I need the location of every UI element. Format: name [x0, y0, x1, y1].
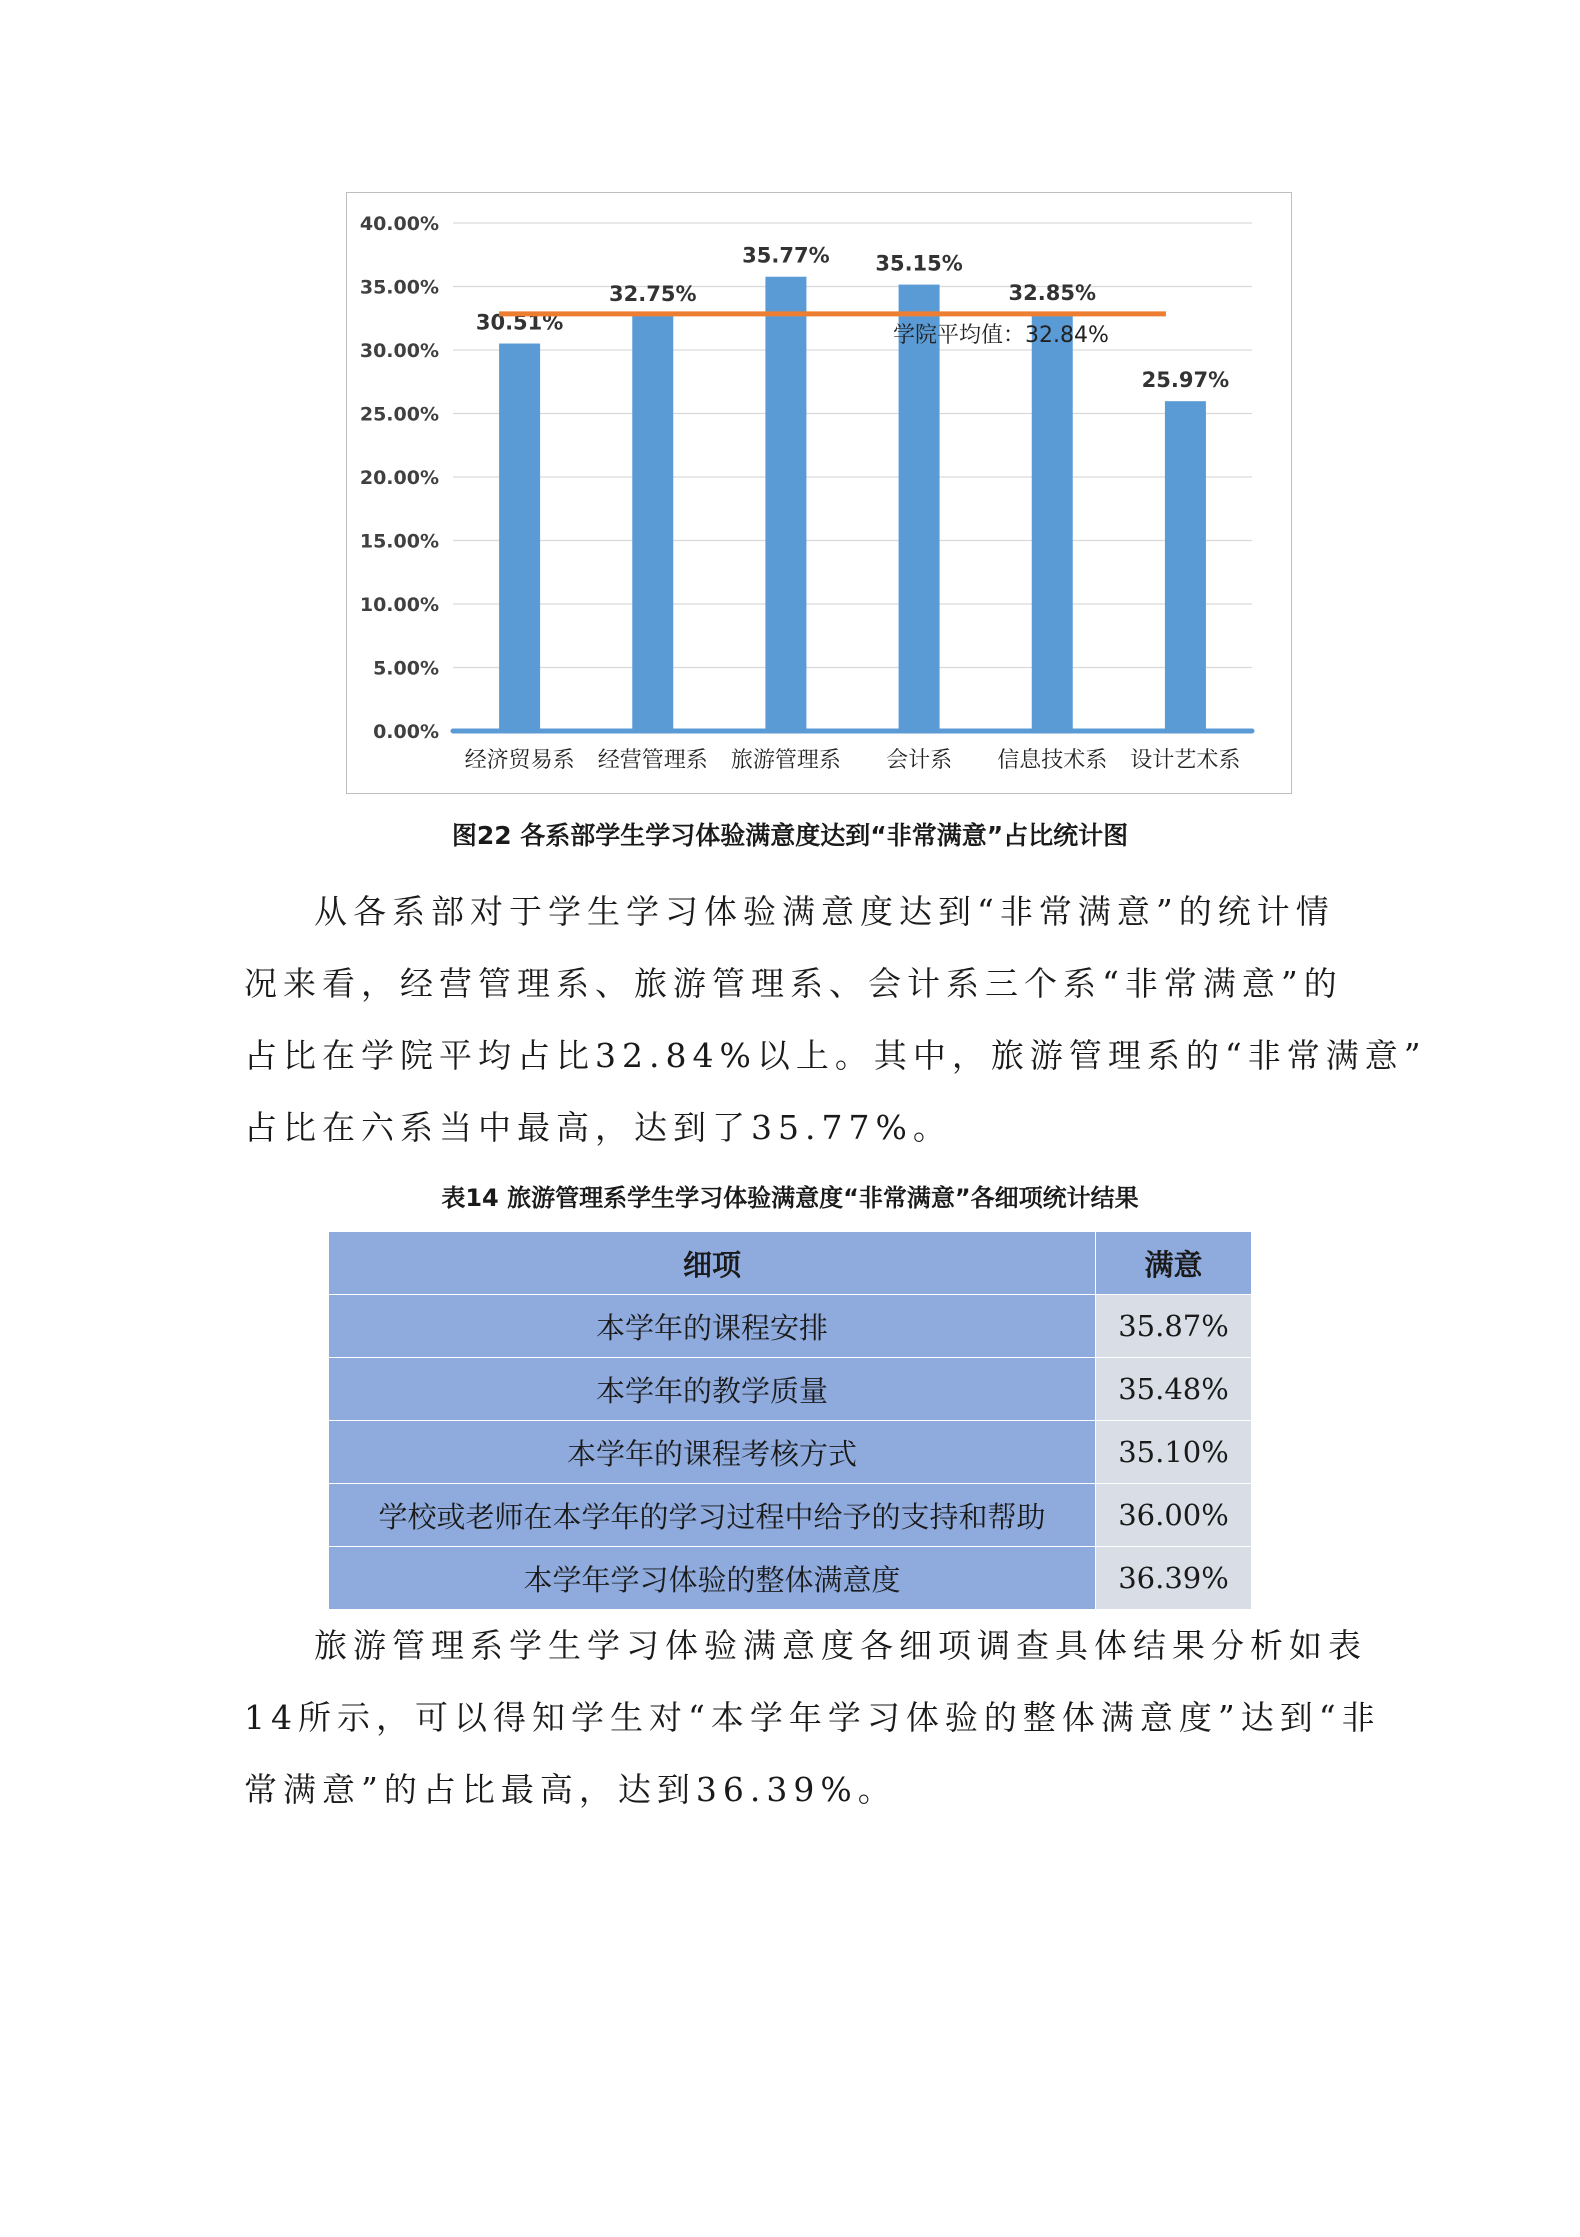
paragraph-line: 旅游管理系学生学习体验满意度各细项调查具体结果分析如表 [314, 1626, 1367, 1665]
paragraph-line: 常满意”的占比最高，达到36.39%。 [244, 1770, 897, 1809]
y-tick-label: 20.00% [359, 467, 439, 489]
paragraph-line: 况来看，经营管理系、旅游管理系、会计系三个系“非常满意”的 [244, 964, 1343, 1003]
row-item: 本学年学习体验的整体满意度 [329, 1547, 1096, 1610]
detail-table [328, 1231, 1252, 1610]
y-tick-label: 5.00% [373, 657, 439, 680]
bar-chart [347, 193, 1293, 795]
table-row [329, 1358, 1252, 1421]
bar [899, 285, 940, 731]
row-item: 本学年的课程考核方式 [329, 1421, 1096, 1484]
data-label: 35.77% [742, 243, 830, 268]
x-category-label: 旅游管理系 [730, 748, 841, 773]
x-category-label: 设计艺术系 [1130, 748, 1241, 773]
table-caption: 表14 旅游管理系学生学习体验满意度“非常满意”各细项统计结果 [441, 1184, 1139, 1212]
row-value: 36.39% [1096, 1547, 1252, 1610]
y-tick-label: 15.00% [359, 530, 439, 553]
row-item: 学校或老师在本学年的学习过程中给予的支持和帮助 [329, 1484, 1096, 1547]
data-label: 35.15% [875, 251, 963, 276]
y-tick-label: 10.00% [359, 594, 439, 616]
row-value: 35.10% [1096, 1421, 1252, 1484]
row-item: 本学年的教学质量 [329, 1358, 1096, 1421]
data-label: 32.75% [609, 282, 697, 307]
table-row [329, 1295, 1252, 1358]
chart-frame [346, 192, 1292, 794]
bar [1165, 401, 1206, 731]
paragraph-1 [244, 876, 1427, 1164]
row-item: 本学年的课程安排 [329, 1295, 1096, 1358]
table-row [329, 1421, 1252, 1484]
row-value: 36.00% [1096, 1484, 1252, 1547]
bar [765, 277, 806, 731]
average-label: 学院平均值：32.84% [893, 322, 1109, 348]
table-row [329, 1484, 1252, 1547]
x-category-label: 信息技术系 [997, 748, 1108, 773]
data-label: 25.97% [1141, 368, 1230, 393]
table-header-row [329, 1232, 1252, 1295]
y-tick-label: 35.00% [359, 276, 439, 299]
figure-caption: 图22 各系部学生学习体验满意度达到“非常满意”占比统计图 [451, 821, 1129, 850]
y-tick-label: 25.00% [359, 403, 439, 426]
paragraph-line: 占比在六系当中最高，达到了35.77%。 [244, 1108, 952, 1147]
y-tick-label: 30.00% [359, 340, 439, 362]
bar [499, 344, 540, 731]
y-tick-label: 40.00% [359, 213, 439, 235]
bar [1032, 314, 1073, 731]
paragraph-line: 从各系部对于学生学习体验满意度达到“非常满意”的统计情 [314, 892, 1335, 931]
header-satisfied: 满意 [1096, 1232, 1252, 1295]
paragraph-line: 占比在学院平均占比32.84%以上。其中，旅游管理系的“非常满意” [244, 1036, 1427, 1075]
bar [632, 315, 673, 731]
x-category-label: 经济贸易系 [464, 748, 575, 773]
header-item: 细项 [329, 1232, 1096, 1295]
paragraph-line: 14所示，可以得知学生对“本学年学习体验的整体满意度”达到“非 [244, 1698, 1381, 1737]
row-value: 35.87% [1096, 1295, 1252, 1358]
data-label: 30.51% [475, 310, 564, 335]
y-tick-label: 0.00% [373, 721, 439, 743]
data-label: 32.85% [1008, 280, 1096, 305]
row-value: 35.48% [1096, 1358, 1252, 1421]
x-category-label: 会计系 [886, 748, 953, 773]
table-row [329, 1547, 1252, 1610]
paragraph-2 [244, 1610, 1381, 1826]
x-category-label: 经营管理系 [597, 748, 708, 773]
